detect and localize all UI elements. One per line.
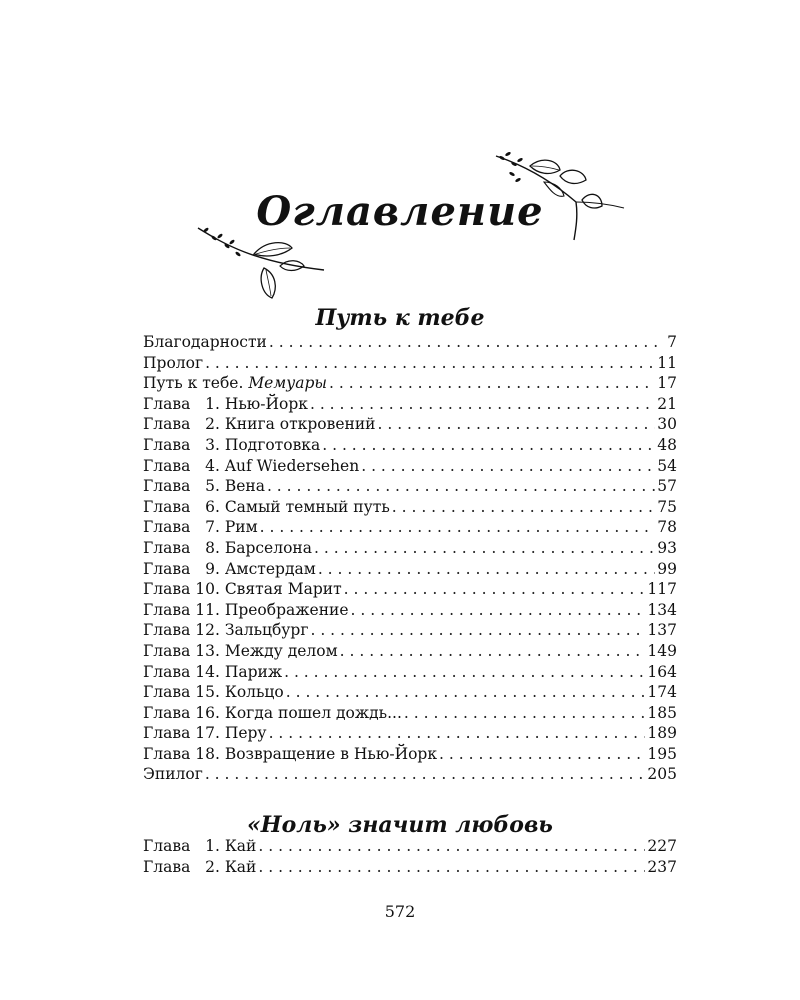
toc-entry[interactable] [143, 498, 677, 519]
toc-entry[interactable] [143, 580, 677, 601]
entry-page: 227 [647, 837, 677, 855]
entry-title: Глава 17. Перу [143, 724, 267, 743]
toc-entry[interactable] [143, 724, 677, 745]
dot-leader [314, 539, 655, 557]
entry-page: 149 [647, 641, 677, 660]
entry-title: Глава 2. Книга откровений [143, 415, 376, 434]
entry-page: 174 [647, 683, 677, 702]
toc-entry[interactable] [143, 683, 677, 704]
dot-leader [258, 858, 645, 876]
leafy-sprig-icon [194, 222, 334, 302]
dot-leader [310, 621, 645, 639]
entry-title: Глава 1. Кай [143, 837, 257, 855]
toc-entry[interactable] [143, 745, 677, 766]
entry-page: 48 [657, 435, 677, 454]
entry-page: 189 [647, 724, 677, 743]
table-of-contents [143, 837, 677, 878]
page-number: 572 [384, 902, 416, 921]
entry-page: 185 [647, 703, 677, 722]
entry-title: Глава 5. Вена [143, 477, 265, 496]
toc-entry[interactable] [143, 436, 677, 457]
dot-leader [344, 580, 646, 598]
entry-page: 195 [647, 744, 677, 763]
leafy-sprig-icon [490, 150, 630, 245]
section-heading: «Ноль» значит любовь [247, 812, 553, 838]
dot-leader [439, 745, 645, 763]
toc-entry[interactable] [143, 560, 677, 581]
entry-title: Глава 13. Между делом [143, 641, 338, 660]
entry-page: 11 [657, 353, 677, 372]
toc-entry[interactable] [143, 518, 677, 539]
entry-page: 237 [647, 857, 677, 876]
entry-title: Глава 2. Кай [143, 857, 257, 876]
dot-leader [378, 415, 656, 433]
table-of-contents [143, 333, 677, 786]
dot-leader [269, 724, 646, 742]
toc-entry[interactable] [143, 704, 677, 725]
entry-page: 17 [657, 374, 677, 393]
entry-title: Глава 15. Кольцо [143, 683, 284, 702]
page-title: Оглавление [256, 188, 544, 235]
entry-page: 137 [647, 621, 677, 640]
toc-entry[interactable] [143, 858, 677, 879]
section-heading: Путь к тебе [315, 305, 485, 331]
toc-entry[interactable] [143, 395, 677, 416]
dot-leader [404, 704, 646, 722]
entry-title: Глава 4. Auf Wiedersehen [143, 456, 360, 475]
entry-title: Глава 1. Нью-Йорк [143, 394, 308, 413]
entry-title: Глава 16. Когда пошел дождь... [143, 703, 402, 722]
entry-page: 205 [647, 765, 677, 784]
entry-page: 30 [657, 415, 677, 434]
entry-title: Глава 3. Подготовка [143, 435, 321, 454]
entry-title: Глава 9. Амстердам [143, 559, 316, 578]
dot-leader [269, 333, 657, 351]
dot-leader [340, 642, 646, 660]
entry-page: 134 [647, 600, 677, 619]
entry-title: Глава 12. Зальцбург [143, 621, 309, 640]
dot-leader [318, 560, 655, 578]
toc-entry[interactable] [143, 354, 677, 375]
entry-title: Глава 6. Самый темный путь [143, 497, 390, 516]
dot-leader [284, 663, 645, 681]
entry-title: Глава 11. Преображение [143, 600, 349, 619]
dot-leader [351, 601, 646, 619]
toc-entry[interactable] [143, 374, 677, 395]
toc-entry[interactable] [143, 642, 677, 663]
dot-leader [361, 457, 655, 475]
entry-page: 117 [647, 580, 677, 599]
toc-entry[interactable] [143, 477, 677, 498]
entry-title: Глава 10. Святая Марит [143, 580, 342, 599]
entry-page: 164 [647, 662, 677, 681]
dot-leader [329, 374, 655, 392]
entry-page: 99 [657, 559, 677, 578]
entry-page: 7 [667, 333, 677, 351]
toc-entry[interactable] [143, 333, 677, 354]
dot-leader [267, 477, 655, 495]
entry-title: Глава 7. Рим [143, 518, 258, 537]
toc-entry[interactable] [143, 457, 677, 478]
dot-leader [258, 837, 645, 855]
dot-leader [205, 765, 646, 783]
dot-leader [392, 498, 656, 516]
entry-page: 78 [657, 518, 677, 537]
toc-entry[interactable] [143, 539, 677, 560]
entry-page: 57 [657, 477, 677, 496]
dot-leader [260, 518, 656, 536]
toc-entry[interactable] [143, 621, 677, 642]
dot-leader [205, 354, 655, 372]
entry-title: Путь к тебе. Мемуары [143, 374, 327, 393]
entry-page: 21 [657, 394, 677, 413]
entry-title-italic: Мемуары [248, 374, 327, 393]
entry-title: Пролог [143, 353, 204, 372]
dot-leader [310, 395, 655, 413]
entry-title: Глава 8. Барселона [143, 538, 312, 557]
toc-entry[interactable] [143, 601, 677, 622]
entry-page: 75 [657, 497, 677, 516]
entry-title: Благодарности [143, 333, 267, 351]
dot-leader [286, 683, 646, 701]
entry-title: Глава 14. Париж [143, 662, 283, 681]
toc-entry[interactable] [143, 415, 677, 436]
entry-page: 54 [657, 456, 677, 475]
entry-title: Глава 18. Возвращение в Нью-Йорк [143, 744, 438, 763]
entry-title: Эпилог [143, 765, 203, 784]
entry-page: 93 [657, 538, 677, 557]
toc-entry[interactable] [143, 765, 677, 786]
toc-entry[interactable] [143, 837, 677, 858]
dot-leader [322, 436, 655, 454]
toc-entry[interactable] [143, 663, 677, 684]
